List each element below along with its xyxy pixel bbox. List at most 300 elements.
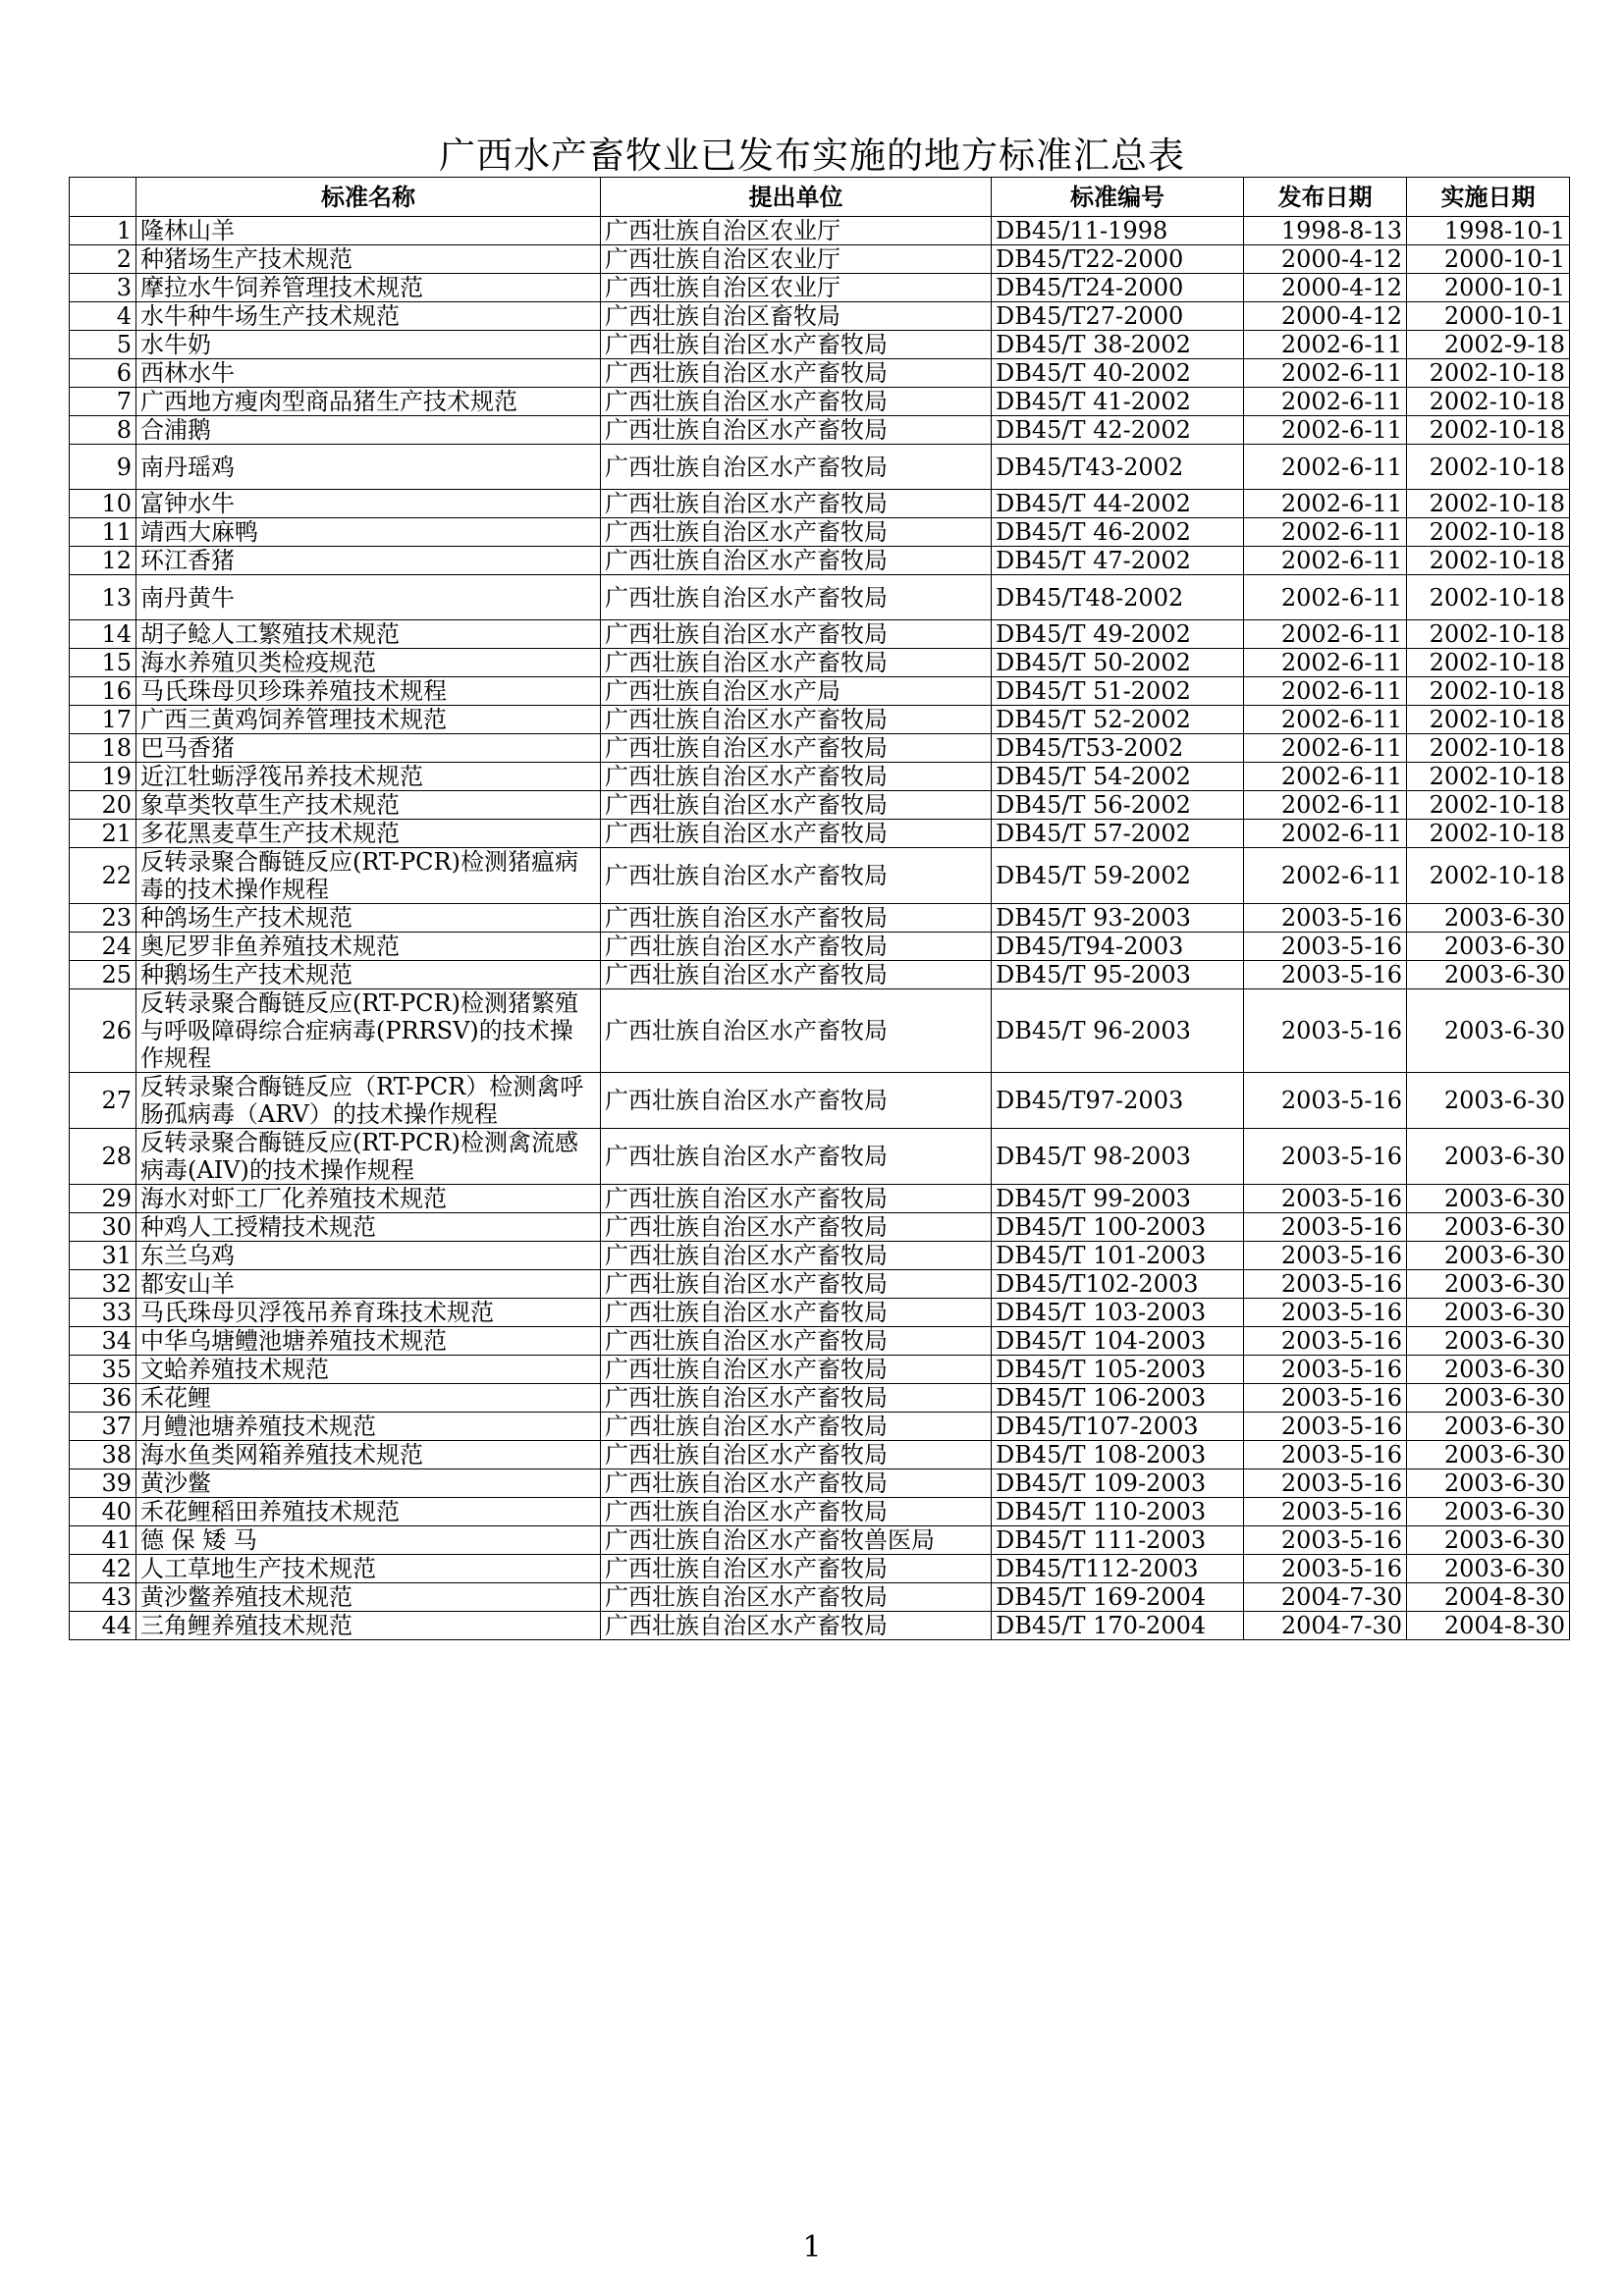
standard-code-cell: DB45/T 104-2003 — [992, 1327, 1244, 1356]
standard-name-cell: 黄沙鳖 — [136, 1469, 601, 1498]
standard-name-cell: 月鳢池塘养殖技术规范 — [136, 1413, 601, 1441]
table-row — [70, 1185, 1570, 1213]
standard-code-cell: DB45/T102-2003 — [992, 1270, 1244, 1299]
implement-date-cell: 2002-10-18 — [1407, 518, 1570, 547]
issuing-unit-cell: 广西壮族自治区水产畜牧局 — [601, 416, 992, 445]
table-row — [70, 706, 1570, 734]
implement-date-cell: 2002-10-18 — [1407, 359, 1570, 388]
row-number-cell: 6 — [70, 359, 136, 388]
row-number-cell: 17 — [70, 706, 136, 734]
publish-date-cell: 2002-6-11 — [1244, 445, 1407, 490]
publish-date-cell: 2002-6-11 — [1244, 388, 1407, 416]
issuing-unit-cell: 广西壮族自治区水产畜牧局 — [601, 1583, 992, 1612]
publish-date-cell: 2002-6-11 — [1244, 359, 1407, 388]
implement-date-cell: 2004-8-30 — [1407, 1583, 1570, 1612]
row-number-cell: 14 — [70, 620, 136, 649]
standard-code-cell: DB45/T94-2003 — [992, 933, 1244, 961]
issuing-unit-cell: 广西壮族自治区水产畜牧局 — [601, 1213, 992, 1242]
publish-date-cell: 2003-5-16 — [1244, 1356, 1407, 1384]
row-number-cell: 41 — [70, 1526, 136, 1555]
table-row — [70, 1469, 1570, 1498]
standard-code-cell: DB45/T 99-2003 — [992, 1185, 1244, 1213]
col-header-name: 标准名称 — [136, 178, 601, 217]
implement-date-cell: 2003-6-30 — [1407, 1413, 1570, 1441]
publish-date-cell: 2003-5-16 — [1244, 1469, 1407, 1498]
row-number-cell: 7 — [70, 388, 136, 416]
table-row — [70, 302, 1570, 331]
issuing-unit-cell: 广西壮族自治区水产畜牧局 — [601, 763, 992, 791]
implement-date-cell: 2002-10-18 — [1407, 677, 1570, 706]
standard-code-cell: DB45/T 93-2003 — [992, 904, 1244, 933]
issuing-unit-cell: 广西壮族自治区水产畜牧局 — [601, 1441, 992, 1469]
standard-code-cell: DB45/T 170-2004 — [992, 1612, 1244, 1640]
standard-name-cell: 种鸡人工授精技术规范 — [136, 1213, 601, 1242]
issuing-unit-cell: 广西壮族自治区水产畜牧局 — [601, 445, 992, 490]
publish-date-cell: 2004-7-30 — [1244, 1612, 1407, 1640]
table-row — [70, 961, 1570, 989]
implement-date-cell: 2002-10-18 — [1407, 547, 1570, 575]
issuing-unit-cell: 广西壮族自治区水产畜牧局 — [601, 1498, 992, 1526]
issuing-unit-cell: 广西壮族自治区水产畜牧局 — [601, 620, 992, 649]
standard-code-cell: DB45/T 106-2003 — [992, 1384, 1244, 1413]
table-row — [70, 1213, 1570, 1242]
standard-name-cell: 胡子鲶人工繁殖技术规范 — [136, 620, 601, 649]
row-number-cell: 34 — [70, 1327, 136, 1356]
publish-date-cell: 1998-8-13 — [1244, 217, 1407, 245]
standard-code-cell: DB45/T 105-2003 — [992, 1356, 1244, 1384]
row-number-cell: 19 — [70, 763, 136, 791]
row-number-cell: 40 — [70, 1498, 136, 1526]
standard-name-cell: 环江香猪 — [136, 547, 601, 575]
row-number-cell: 31 — [70, 1242, 136, 1270]
issuing-unit-cell: 广西壮族自治区水产畜牧局 — [601, 1242, 992, 1270]
row-number-cell: 42 — [70, 1555, 136, 1583]
implement-date-cell: 2002-10-18 — [1407, 706, 1570, 734]
publish-date-cell: 2003-5-16 — [1244, 1129, 1407, 1185]
publish-date-cell: 2003-5-16 — [1244, 1270, 1407, 1299]
table-row — [70, 274, 1570, 302]
row-number-cell: 4 — [70, 302, 136, 331]
implement-date-cell: 2003-6-30 — [1407, 1185, 1570, 1213]
issuing-unit-cell: 广西壮族自治区农业厅 — [601, 245, 992, 274]
table-row — [70, 547, 1570, 575]
issuing-unit-cell: 广西壮族自治区水产畜牧局 — [601, 1555, 992, 1583]
publish-date-cell: 2002-6-11 — [1244, 547, 1407, 575]
implement-date-cell: 2002-10-18 — [1407, 734, 1570, 763]
standard-code-cell: DB45/T 49-2002 — [992, 620, 1244, 649]
standards-table — [69, 177, 1570, 1640]
standard-code-cell: DB45/T 100-2003 — [992, 1213, 1244, 1242]
standard-code-cell: DB45/T 47-2002 — [992, 547, 1244, 575]
implement-date-cell: 2000-10-1 — [1407, 274, 1570, 302]
standard-code-cell: DB45/T 38-2002 — [992, 331, 1244, 359]
table-row — [70, 388, 1570, 416]
standard-name-cell: 德 保 矮 马 — [136, 1526, 601, 1555]
standard-code-cell: DB45/T 108-2003 — [992, 1441, 1244, 1469]
row-number-cell: 5 — [70, 331, 136, 359]
implement-date-cell: 2002-10-18 — [1407, 820, 1570, 848]
standard-name-cell: 种鹅场生产技术规范 — [136, 961, 601, 989]
row-number-cell: 22 — [70, 848, 136, 904]
row-number-cell: 35 — [70, 1356, 136, 1384]
table-row — [70, 490, 1570, 518]
table-row — [70, 649, 1570, 677]
standard-name-cell: 近江牡蛎浮筏吊养技术规范 — [136, 763, 601, 791]
standard-name-cell: 反转录聚合酶链反应(RT-PCR)检测猪繁殖与呼吸障碍综合症病毒(PRRSV)的技术操作规程 — [136, 989, 601, 1073]
table-row — [70, 1441, 1570, 1469]
row-number-cell: 9 — [70, 445, 136, 490]
standard-code-cell: DB45/T97-2003 — [992, 1073, 1244, 1129]
table-row — [70, 620, 1570, 649]
standard-code-cell: DB45/T 57-2002 — [992, 820, 1244, 848]
issuing-unit-cell: 广西壮族自治区水产畜牧局 — [601, 388, 992, 416]
table-row — [70, 1526, 1570, 1555]
table-row — [70, 245, 1570, 274]
issuing-unit-cell: 广西壮族自治区水产畜牧局 — [601, 904, 992, 933]
issuing-unit-cell: 广西壮族自治区水产畜牧局 — [601, 820, 992, 848]
standard-code-cell: DB45/T 42-2002 — [992, 416, 1244, 445]
issuing-unit-cell: 广西壮族自治区水产畜牧局 — [601, 933, 992, 961]
publish-date-cell: 2003-5-16 — [1244, 1441, 1407, 1469]
standard-code-cell: DB45/T 110-2003 — [992, 1498, 1244, 1526]
row-number-cell: 20 — [70, 791, 136, 820]
publish-date-cell: 2002-6-11 — [1244, 677, 1407, 706]
standard-name-cell: 种猪场生产技术规范 — [136, 245, 601, 274]
row-number-cell: 26 — [70, 989, 136, 1073]
row-number-cell: 23 — [70, 904, 136, 933]
issuing-unit-cell: 广西壮族自治区水产畜牧局 — [601, 1384, 992, 1413]
standard-code-cell: DB45/T 51-2002 — [992, 677, 1244, 706]
publish-date-cell: 2003-5-16 — [1244, 1413, 1407, 1441]
row-number-cell: 37 — [70, 1413, 136, 1441]
publish-date-cell: 2002-6-11 — [1244, 620, 1407, 649]
table-row — [70, 1555, 1570, 1583]
implement-date-cell: 2003-6-30 — [1407, 1526, 1570, 1555]
implement-date-cell: 1998-10-1 — [1407, 217, 1570, 245]
publish-date-cell: 2003-5-16 — [1244, 1073, 1407, 1129]
publish-date-cell: 2002-6-11 — [1244, 763, 1407, 791]
standard-name-cell: 合浦鹅 — [136, 416, 601, 445]
table-row — [70, 331, 1570, 359]
standard-name-cell: 靖西大麻鸭 — [136, 518, 601, 547]
standard-name-cell: 反转录聚合酶链反应(RT-PCR)检测禽流感病毒(AIV)的技术操作规程 — [136, 1129, 601, 1185]
implement-date-cell: 2003-6-30 — [1407, 1441, 1570, 1469]
implement-date-cell: 2002-9-18 — [1407, 331, 1570, 359]
standard-name-cell: 黄沙鳖养殖技术规范 — [136, 1583, 601, 1612]
standard-code-cell: DB45/T107-2003 — [992, 1413, 1244, 1441]
issuing-unit-cell: 广西壮族自治区水产畜牧兽医局 — [601, 1526, 992, 1555]
publish-date-cell: 2002-6-11 — [1244, 490, 1407, 518]
implement-date-cell: 2003-6-30 — [1407, 1384, 1570, 1413]
implement-date-cell: 2004-8-30 — [1407, 1612, 1570, 1640]
issuing-unit-cell: 广西壮族自治区水产畜牧局 — [601, 649, 992, 677]
table-body — [70, 217, 1570, 1640]
standard-name-cell: 广西三黄鸡饲养管理技术规范 — [136, 706, 601, 734]
issuing-unit-cell: 广西壮族自治区水产畜牧局 — [601, 575, 992, 620]
standard-name-cell: 摩拉水牛饲养管理技术规范 — [136, 274, 601, 302]
issuing-unit-cell: 广西壮族自治区水产畜牧局 — [601, 331, 992, 359]
standard-code-cell: DB45/T 111-2003 — [992, 1526, 1244, 1555]
table-row — [70, 359, 1570, 388]
standard-name-cell: 文蛤养殖技术规范 — [136, 1356, 601, 1384]
row-number-cell: 25 — [70, 961, 136, 989]
table-row — [70, 1498, 1570, 1526]
implement-date-cell: 2003-6-30 — [1407, 1469, 1570, 1498]
implement-date-cell: 2003-6-30 — [1407, 1073, 1570, 1129]
table-row — [70, 763, 1570, 791]
issuing-unit-cell: 广西壮族自治区水产畜牧局 — [601, 1185, 992, 1213]
table-row — [70, 1327, 1570, 1356]
issuing-unit-cell: 广西壮族自治区水产畜牧局 — [601, 359, 992, 388]
row-number-cell: 13 — [70, 575, 136, 620]
issuing-unit-cell: 广西壮族自治区水产畜牧局 — [601, 547, 992, 575]
row-number-cell: 33 — [70, 1299, 136, 1327]
publish-date-cell: 2003-5-16 — [1244, 1555, 1407, 1583]
table-row — [70, 989, 1570, 1073]
standard-name-cell: 西林水牛 — [136, 359, 601, 388]
row-number-cell: 10 — [70, 490, 136, 518]
standard-code-cell: DB45/T 56-2002 — [992, 791, 1244, 820]
table-row — [70, 791, 1570, 820]
standard-name-cell: 东兰乌鸡 — [136, 1242, 601, 1270]
table-row — [70, 1583, 1570, 1612]
standard-name-cell: 水牛种牛场生产技术规范 — [136, 302, 601, 331]
implement-date-cell: 2002-10-18 — [1407, 848, 1570, 904]
publish-date-cell: 2003-5-16 — [1244, 1299, 1407, 1327]
row-number-cell: 12 — [70, 547, 136, 575]
implement-date-cell: 2002-10-18 — [1407, 388, 1570, 416]
table-row — [70, 1413, 1570, 1441]
standard-name-cell: 马氏珠母贝珍珠养殖技术规程 — [136, 677, 601, 706]
publish-date-cell: 2000-4-12 — [1244, 302, 1407, 331]
implement-date-cell: 2002-10-18 — [1407, 445, 1570, 490]
publish-date-cell: 2004-7-30 — [1244, 1583, 1407, 1612]
standard-code-cell: DB45/T 95-2003 — [992, 961, 1244, 989]
row-number-cell: 16 — [70, 677, 136, 706]
issuing-unit-cell: 广西壮族自治区水产畜牧局 — [601, 1299, 992, 1327]
table-row — [70, 1356, 1570, 1384]
standard-code-cell: DB45/T 41-2002 — [992, 388, 1244, 416]
row-number-cell: 8 — [70, 416, 136, 445]
table-row — [70, 1073, 1570, 1129]
standard-name-cell: 反转录聚合酶链反应(RT-PCR)检测猪瘟病毒的技术操作规程 — [136, 848, 601, 904]
standard-name-cell: 奥尼罗非鱼养殖技术规范 — [136, 933, 601, 961]
implement-date-cell: 2003-6-30 — [1407, 1498, 1570, 1526]
standard-name-cell: 广西地方瘦肉型商品猪生产技术规范 — [136, 388, 601, 416]
row-number-cell: 27 — [70, 1073, 136, 1129]
publish-date-cell: 2003-5-16 — [1244, 1327, 1407, 1356]
publish-date-cell: 2003-5-16 — [1244, 1384, 1407, 1413]
table-row — [70, 933, 1570, 961]
publish-date-cell: 2003-5-16 — [1244, 1242, 1407, 1270]
issuing-unit-cell: 广西壮族自治区水产局 — [601, 677, 992, 706]
standard-code-cell: DB45/T112-2003 — [992, 1555, 1244, 1583]
standard-name-cell: 海水鱼类网箱养殖技术规范 — [136, 1441, 601, 1469]
table-row — [70, 445, 1570, 490]
issuing-unit-cell: 广西壮族自治区农业厅 — [601, 274, 992, 302]
standard-name-cell: 反转录聚合酶链反应（RT-PCR）检测禽呼肠孤病毒（ARV）的技术操作规程 — [136, 1073, 601, 1129]
standard-name-cell: 水牛奶 — [136, 331, 601, 359]
table-row — [70, 1129, 1570, 1185]
col-header-impl-date: 实施日期 — [1407, 178, 1570, 217]
standard-code-cell: DB45/T 52-2002 — [992, 706, 1244, 734]
row-number-cell: 38 — [70, 1441, 136, 1469]
standard-name-cell: 象草类牧草生产技术规范 — [136, 791, 601, 820]
row-number-cell: 44 — [70, 1612, 136, 1640]
issuing-unit-cell: 广西壮族自治区水产畜牧局 — [601, 791, 992, 820]
standard-name-cell: 海水对虾工厂化养殖技术规范 — [136, 1185, 601, 1213]
table-header-row — [70, 178, 1570, 217]
implement-date-cell: 2002-10-18 — [1407, 791, 1570, 820]
issuing-unit-cell: 广西壮族自治区水产畜牧局 — [601, 1612, 992, 1640]
table-row — [70, 848, 1570, 904]
issuing-unit-cell: 广西壮族自治区水产畜牧局 — [601, 1073, 992, 1129]
implement-date-cell: 2003-6-30 — [1407, 1129, 1570, 1185]
row-number-cell: 2 — [70, 245, 136, 274]
implement-date-cell: 2003-6-30 — [1407, 1299, 1570, 1327]
standard-code-cell: DB45/11-1998 — [992, 217, 1244, 245]
col-header-no — [70, 178, 136, 217]
publish-date-cell: 2003-5-16 — [1244, 989, 1407, 1073]
standard-name-cell: 南丹黄牛 — [136, 575, 601, 620]
implement-date-cell: 2002-10-18 — [1407, 416, 1570, 445]
table-row — [70, 1612, 1570, 1640]
issuing-unit-cell: 广西壮族自治区农业厅 — [601, 217, 992, 245]
row-number-cell: 3 — [70, 274, 136, 302]
table-row — [70, 1299, 1570, 1327]
standard-name-cell: 巴马香猪 — [136, 734, 601, 763]
page-title: 广西水产畜牧业已发布实施的地方标准汇总表 — [439, 134, 1185, 177]
implement-date-cell: 2003-6-30 — [1407, 904, 1570, 933]
standard-code-cell: DB45/T48-2002 — [992, 575, 1244, 620]
publish-date-cell: 2002-6-11 — [1244, 848, 1407, 904]
standard-name-cell: 禾花鲤稻田养殖技术规范 — [136, 1498, 601, 1526]
publish-date-cell: 2003-5-16 — [1244, 904, 1407, 933]
publish-date-cell: 2002-6-11 — [1244, 649, 1407, 677]
implement-date-cell: 2000-10-1 — [1407, 245, 1570, 274]
standard-name-cell: 禾花鲤 — [136, 1384, 601, 1413]
issuing-unit-cell: 广西壮族自治区畜牧局 — [601, 302, 992, 331]
issuing-unit-cell: 广西壮族自治区水产畜牧局 — [601, 961, 992, 989]
row-number-cell: 11 — [70, 518, 136, 547]
col-header-pub-date: 发布日期 — [1244, 178, 1407, 217]
col-header-unit: 提出单位 — [601, 178, 992, 217]
col-header-code: 标准编号 — [992, 178, 1244, 217]
standard-code-cell: DB45/T27-2000 — [992, 302, 1244, 331]
implement-date-cell: 2003-6-30 — [1407, 933, 1570, 961]
implement-date-cell: 2003-6-30 — [1407, 1327, 1570, 1356]
table-row — [70, 820, 1570, 848]
standard-name-cell: 人工草地生产技术规范 — [136, 1555, 601, 1583]
row-number-cell: 15 — [70, 649, 136, 677]
publish-date-cell: 2003-5-16 — [1244, 1213, 1407, 1242]
publish-date-cell: 2003-5-16 — [1244, 1526, 1407, 1555]
standard-name-cell: 南丹瑶鸡 — [136, 445, 601, 490]
issuing-unit-cell: 广西壮族自治区水产畜牧局 — [601, 848, 992, 904]
table-row — [70, 734, 1570, 763]
implement-date-cell: 2002-10-18 — [1407, 575, 1570, 620]
row-number-cell: 21 — [70, 820, 136, 848]
standard-name-cell: 都安山羊 — [136, 1270, 601, 1299]
issuing-unit-cell: 广西壮族自治区水产畜牧局 — [601, 1327, 992, 1356]
page-number: 1 — [802, 2230, 822, 2265]
standard-code-cell: DB45/T 169-2004 — [992, 1583, 1244, 1612]
standard-code-cell: DB45/T43-2002 — [992, 445, 1244, 490]
implement-date-cell: 2003-6-30 — [1407, 989, 1570, 1073]
publish-date-cell: 2002-6-11 — [1244, 820, 1407, 848]
standard-code-cell: DB45/T 98-2003 — [992, 1129, 1244, 1185]
publish-date-cell: 2002-6-11 — [1244, 791, 1407, 820]
standard-code-cell: DB45/T 50-2002 — [992, 649, 1244, 677]
implement-date-cell: 2003-6-30 — [1407, 1555, 1570, 1583]
issuing-unit-cell: 广西壮族自治区水产畜牧局 — [601, 989, 992, 1073]
implement-date-cell: 2003-6-30 — [1407, 1356, 1570, 1384]
table-row — [70, 904, 1570, 933]
implement-date-cell: 2003-6-30 — [1407, 1270, 1570, 1299]
standard-code-cell: DB45/T 109-2003 — [992, 1469, 1244, 1498]
standard-name-cell: 多花黑麦草生产技术规范 — [136, 820, 601, 848]
publish-date-cell: 2000-4-12 — [1244, 245, 1407, 274]
issuing-unit-cell: 广西壮族自治区水产畜牧局 — [601, 734, 992, 763]
implement-date-cell: 2003-6-30 — [1407, 961, 1570, 989]
table-row — [70, 217, 1570, 245]
implement-date-cell: 2002-10-18 — [1407, 620, 1570, 649]
row-number-cell: 43 — [70, 1583, 136, 1612]
standard-code-cell: DB45/T22-2000 — [992, 245, 1244, 274]
row-number-cell: 36 — [70, 1384, 136, 1413]
publish-date-cell: 2000-4-12 — [1244, 274, 1407, 302]
row-number-cell: 24 — [70, 933, 136, 961]
publish-date-cell: 2003-5-16 — [1244, 1498, 1407, 1526]
standard-name-cell: 富钟水牛 — [136, 490, 601, 518]
standard-code-cell: DB45/T53-2002 — [992, 734, 1244, 763]
publish-date-cell: 2002-6-11 — [1244, 575, 1407, 620]
standard-code-cell: DB45/T 44-2002 — [992, 490, 1244, 518]
standard-code-cell: DB45/T 96-2003 — [992, 989, 1244, 1073]
publish-date-cell: 2003-5-16 — [1244, 1185, 1407, 1213]
issuing-unit-cell: 广西壮族自治区水产畜牧局 — [601, 518, 992, 547]
row-number-cell: 39 — [70, 1469, 136, 1498]
standard-code-cell: DB45/T 40-2002 — [992, 359, 1244, 388]
publish-date-cell: 2002-6-11 — [1244, 706, 1407, 734]
row-number-cell: 30 — [70, 1213, 136, 1242]
implement-date-cell: 2002-10-18 — [1407, 763, 1570, 791]
issuing-unit-cell: 广西壮族自治区水产畜牧局 — [601, 1356, 992, 1384]
standard-code-cell: DB45/T 59-2002 — [992, 848, 1244, 904]
issuing-unit-cell: 广西壮族自治区水产畜牧局 — [601, 1270, 992, 1299]
table-row — [70, 416, 1570, 445]
publish-date-cell: 2002-6-11 — [1244, 331, 1407, 359]
standard-name-cell: 隆林山羊 — [136, 217, 601, 245]
table-row — [70, 1384, 1570, 1413]
standard-code-cell: DB45/T 103-2003 — [992, 1299, 1244, 1327]
row-number-cell: 29 — [70, 1185, 136, 1213]
implement-date-cell: 2000-10-1 — [1407, 302, 1570, 331]
standard-name-cell: 海水养殖贝类检疫规范 — [136, 649, 601, 677]
row-number-cell: 32 — [70, 1270, 136, 1299]
table-row — [70, 677, 1570, 706]
standard-code-cell: DB45/T 54-2002 — [992, 763, 1244, 791]
implement-date-cell: 2003-6-30 — [1407, 1213, 1570, 1242]
standard-name-cell: 种鸽场生产技术规范 — [136, 904, 601, 933]
issuing-unit-cell: 广西壮族自治区水产畜牧局 — [601, 1413, 992, 1441]
publish-date-cell: 2003-5-16 — [1244, 933, 1407, 961]
standard-name-cell: 三角鲤养殖技术规范 — [136, 1612, 601, 1640]
table-row — [70, 1242, 1570, 1270]
issuing-unit-cell: 广西壮族自治区水产畜牧局 — [601, 706, 992, 734]
table-row — [70, 518, 1570, 547]
issuing-unit-cell: 广西壮族自治区水产畜牧局 — [601, 1129, 992, 1185]
